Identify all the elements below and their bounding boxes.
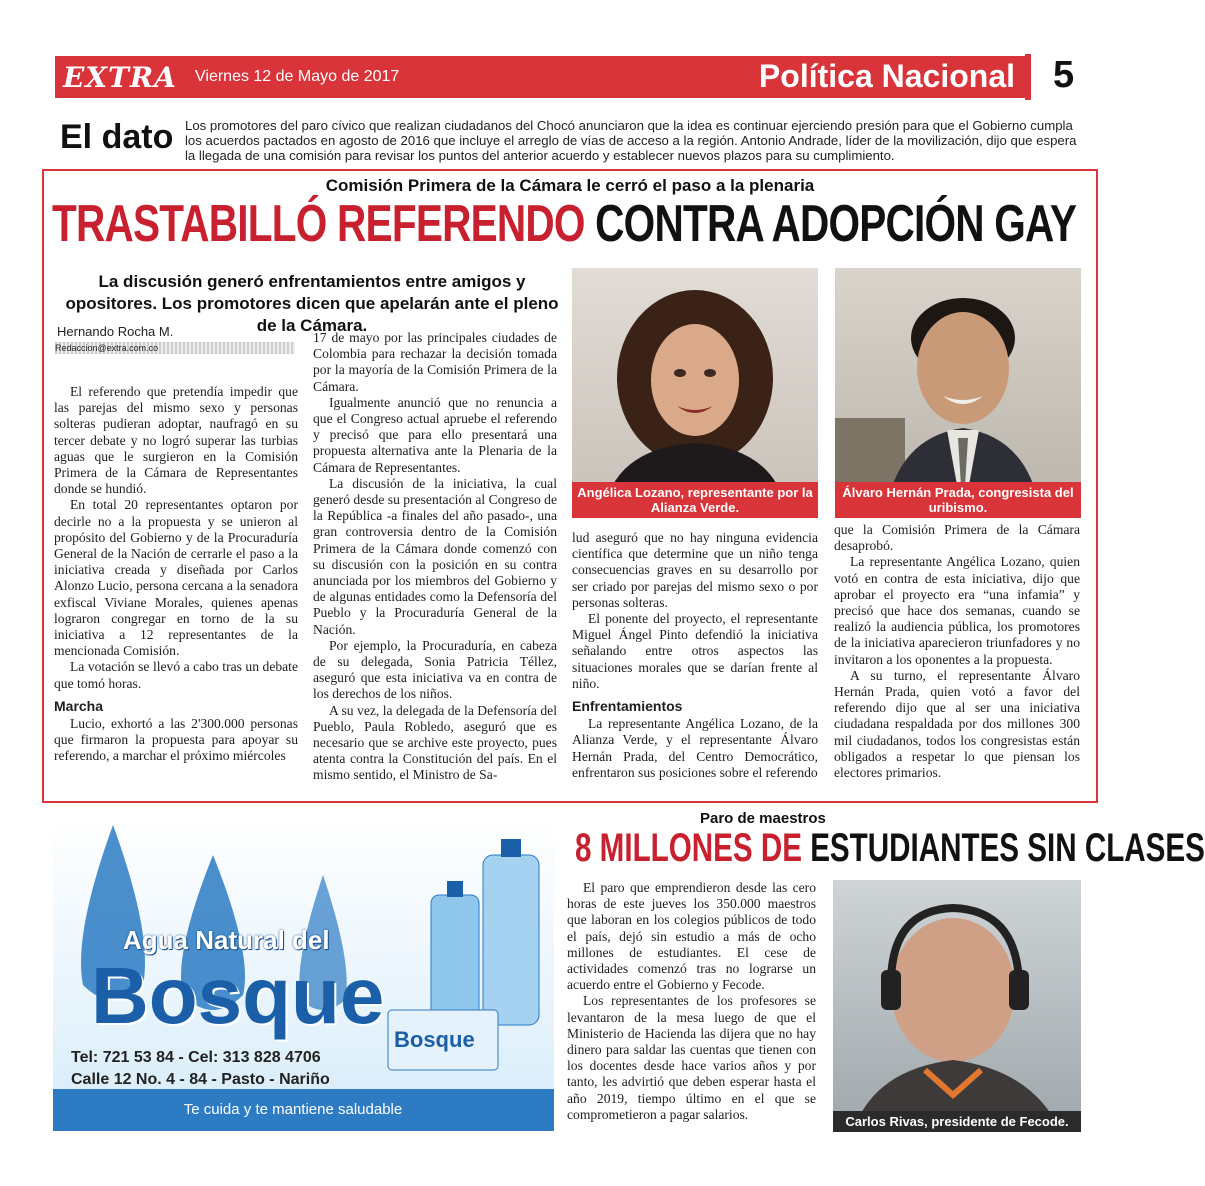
dato-text: Los promotores del paro cívico que realizan ciudadanos del Chocó anunciaron que la idea es continuar ejerciendo presión para que el Gobierno cumpla los acuerdos pactados en agosto de 2016 que incluye el arreglo de vías de acceso a la región. Antonio Andrade, líder de la movilización, dijo que espera la llegada de una comisión para revisar los puntos del anterior acuerdo y establecer nuevos plazos para su cumplimiento. — [185, 118, 1077, 163]
ad-tagline: Te cuida y te mantiene saludable — [183, 1101, 403, 1118]
article-column-4 — [834, 522, 1080, 781]
subheading-marcha: Marcha — [54, 697, 104, 714]
page-number-box — [1025, 54, 1109, 100]
headline-black-part: ESTUDIANTES SIN CLASES — [810, 826, 1205, 870]
paragraph: El ponente del proyecto, el representante Miguel Ángel Pinto defendió la iniciativa señalando entre otros aspectos las situaciones morales que se darían frente al niño. — [572, 611, 818, 691]
article-column-2 — [313, 330, 557, 784]
photo-caption: Carlos Rivas, presidente de Fecode. — [833, 1111, 1081, 1132]
dato-label: El dato — [60, 118, 174, 156]
ad-brand-line1: Agua Natural del — [123, 925, 330, 955]
paragraph: El paro que emprendieron desde las cero horas de este jueves los 350.000 maestros que laboran en los colegios públicos de todo el país, dejó sin estudio a más de ocho millones de estudiantes. El cese de actividades comenzó tras no lograrse un acuerdo entre el Gobierno y Fecode. — [567, 880, 816, 993]
photo-caption: Angélica Lozano, representante por la Alianza Verde. — [572, 482, 818, 518]
paragraph: Lucio, exhortó a las 2'300.000 personas que firmaron la propuesta para apoyar su referendo, a marchar el próximo miércoles — [54, 716, 298, 764]
section-title: Política Nacional — [758, 58, 1015, 94]
paragraph: Por ejemplo, la Procuraduría, en cabeza de su delegada, Sonia Patricia Téllez, aseguró que esta iniciativa va en contra de los derechos de los niños. — [313, 637, 557, 702]
page-header — [55, 56, 1095, 98]
ad-address: Calle 12 No. 4 - 84 - Pasto - Nariño — [71, 1071, 330, 1088]
article-subhead: La discusión generó enfrentamientos entre amigos y opositores. Los promotores dicen que apelarán ante el pleno de la Cámara. — [65, 272, 559, 335]
article2-headline — [575, 826, 1205, 871]
headline-red-part: 8 MILLONES DE — [575, 826, 802, 870]
issue-date: Viernes 12 de Mayo de 2017 — [195, 68, 400, 85]
water-advertisement — [53, 815, 554, 1131]
article-column-3 — [572, 530, 818, 781]
paragraph: Igualmente anunció que no renuncia a que el Congreso actual apruebe el referendo y precisó que para ello presentará una propuesta alternativa ante la Plenaria de la Cámara de Representantes. — [313, 394, 557, 475]
paragraph: que la Comisión Primera de la Cámara desaprobó. — [834, 522, 1080, 554]
article-kicker: Comisión Primera de la Cámara le cerró el paso a la plenaria — [325, 176, 815, 195]
paragraph: 17 de mayo por las principales ciudades de Colombia para rechazar la decisión tomada por la mayoría de la Comisión Primera de la Cámara. — [313, 330, 557, 394]
author-email: Redaccion@extra.com.co — [55, 342, 295, 354]
ad-brand-name: Bosque — [91, 951, 385, 1040]
article-headline — [52, 194, 1077, 254]
subheading-enfrentamientos: Enfrentamientos — [572, 698, 683, 715]
article-author: Hernando Rocha M. — [57, 324, 174, 339]
paragraph: La representante Angélica Lozano, quien votó en contra de esta iniciativa, dijo que aprobar el proyecto era “una infamia” y precisó que hace dos semanas, cuando se realizó la audiencia pública, los promotores de la iniciativa aparecieron triunfadores y no invitaron a los oponentes a la propuesta. — [834, 554, 1080, 667]
headline-black-part: CONTRA ADOPCIÓN GAY — [595, 195, 1077, 253]
paragraph: Los representantes de los profesores se levantaron de la mesa luego de que el Ministerio de Hacienda las dijera que no hay dinero para saldar las cuentas que tienen con los docentes desde hace varios años y por tanto, les advirtió que deben esperar hasta el año 2019, tiempo último en el que se comprometieron a pagar salarios. — [567, 993, 816, 1122]
portrait-woman-icon — [572, 268, 818, 518]
paragraph: lud aseguró que no hay ninguna evidencia científica que determine que un niño tenga consecuencias graves en su desarrollo por ser criado por parejas del mismo sexo o por personas solteras. — [572, 530, 818, 610]
article2-kicker: Paro de maestros — [700, 810, 826, 827]
photo-caption: Álvaro Hernán Prada, congresista del uribismo. — [835, 482, 1081, 518]
photo-carlos-rivas — [833, 880, 1081, 1132]
portrait-man-icon — [835, 268, 1081, 518]
paragraph: A su turno, el representante Álvaro Hernán Prada, quien votó a favor del referendo dijo que al ser una iniciativa ciudadana respaldada por dos millones 300 mil ciudadanos, todos los congresistas están obligados a respetar lo que piensan los electores primarios. — [834, 667, 1080, 781]
portrait-man-headphones-icon — [833, 880, 1081, 1132]
article-column-1 — [54, 384, 298, 765]
bottle-label: Bosque — [394, 1027, 475, 1052]
paragraph: La representante Angélica Lozano, de la Alianza Verde, y el representante Álvaro Hernán Prada, del Centro Democrático, enfrentaron sus posiciones sobre el referendo — [572, 716, 818, 780]
photo-alvaro-hernan-prada — [835, 268, 1081, 518]
newspaper-logo: EXTRA — [63, 61, 177, 94]
paragraph: La discusión de la iniciativa, la cual generó desde su presentación al Congreso de la República -a finales del año pasado-, una gran controversia dentro de la Comisión Primera de la Cámara donde comenzó con su discusión con la posición en su contra anunciada por los miembros del Gobierno y de algunas entidades como la Defensoría del Pueblo y la Procuraduría General de la Nación. — [313, 475, 557, 637]
ad-phone: Tel: 721 53 84 - Cel: 313 828 4706 — [71, 1049, 321, 1066]
paragraph: La votación se llevó a cabo tras un debate que tomó horas. — [54, 659, 298, 691]
paragraph: A su vez, la delegada de la Defensoría del Pueblo, Paula Robledo, aseguró que es necesario que se archive este proyecto, pues atenta contra la Constitución del país. En el mismo sentido, el Ministro de Sa- — [313, 702, 557, 783]
article2-column — [567, 880, 816, 1123]
paragraph: El referendo que pretendía impedir que las parejas del mismo sexo y personas solteras pudieran adoptar, naufragó en su tercer debate y no logró superar las turbias aguas que le surgieron en la Comisión Primera de la Cámara de Representantes donde se hundió. — [54, 384, 298, 497]
paragraph: En total 20 representantes optaron por decirle no a la propuesta y se unieron al propósito del Gobierno y de la Procuraduría General de la Nación de cerrarle el paso a la iniciativa creada y diseñada por Carlos Alonzo Lucio, persona cercana a la senadora exfiscal Viviane Morales, quienes apenas lograron congregar en torno de la su iniciativa a 12 representantes de la mencionada Comisión. — [54, 497, 298, 659]
photo-angelica-lozano — [572, 268, 818, 518]
page-number: 5 — [1053, 54, 1075, 96]
headline-red-part: TRASTABILLÓ REFERENDO — [52, 195, 585, 253]
